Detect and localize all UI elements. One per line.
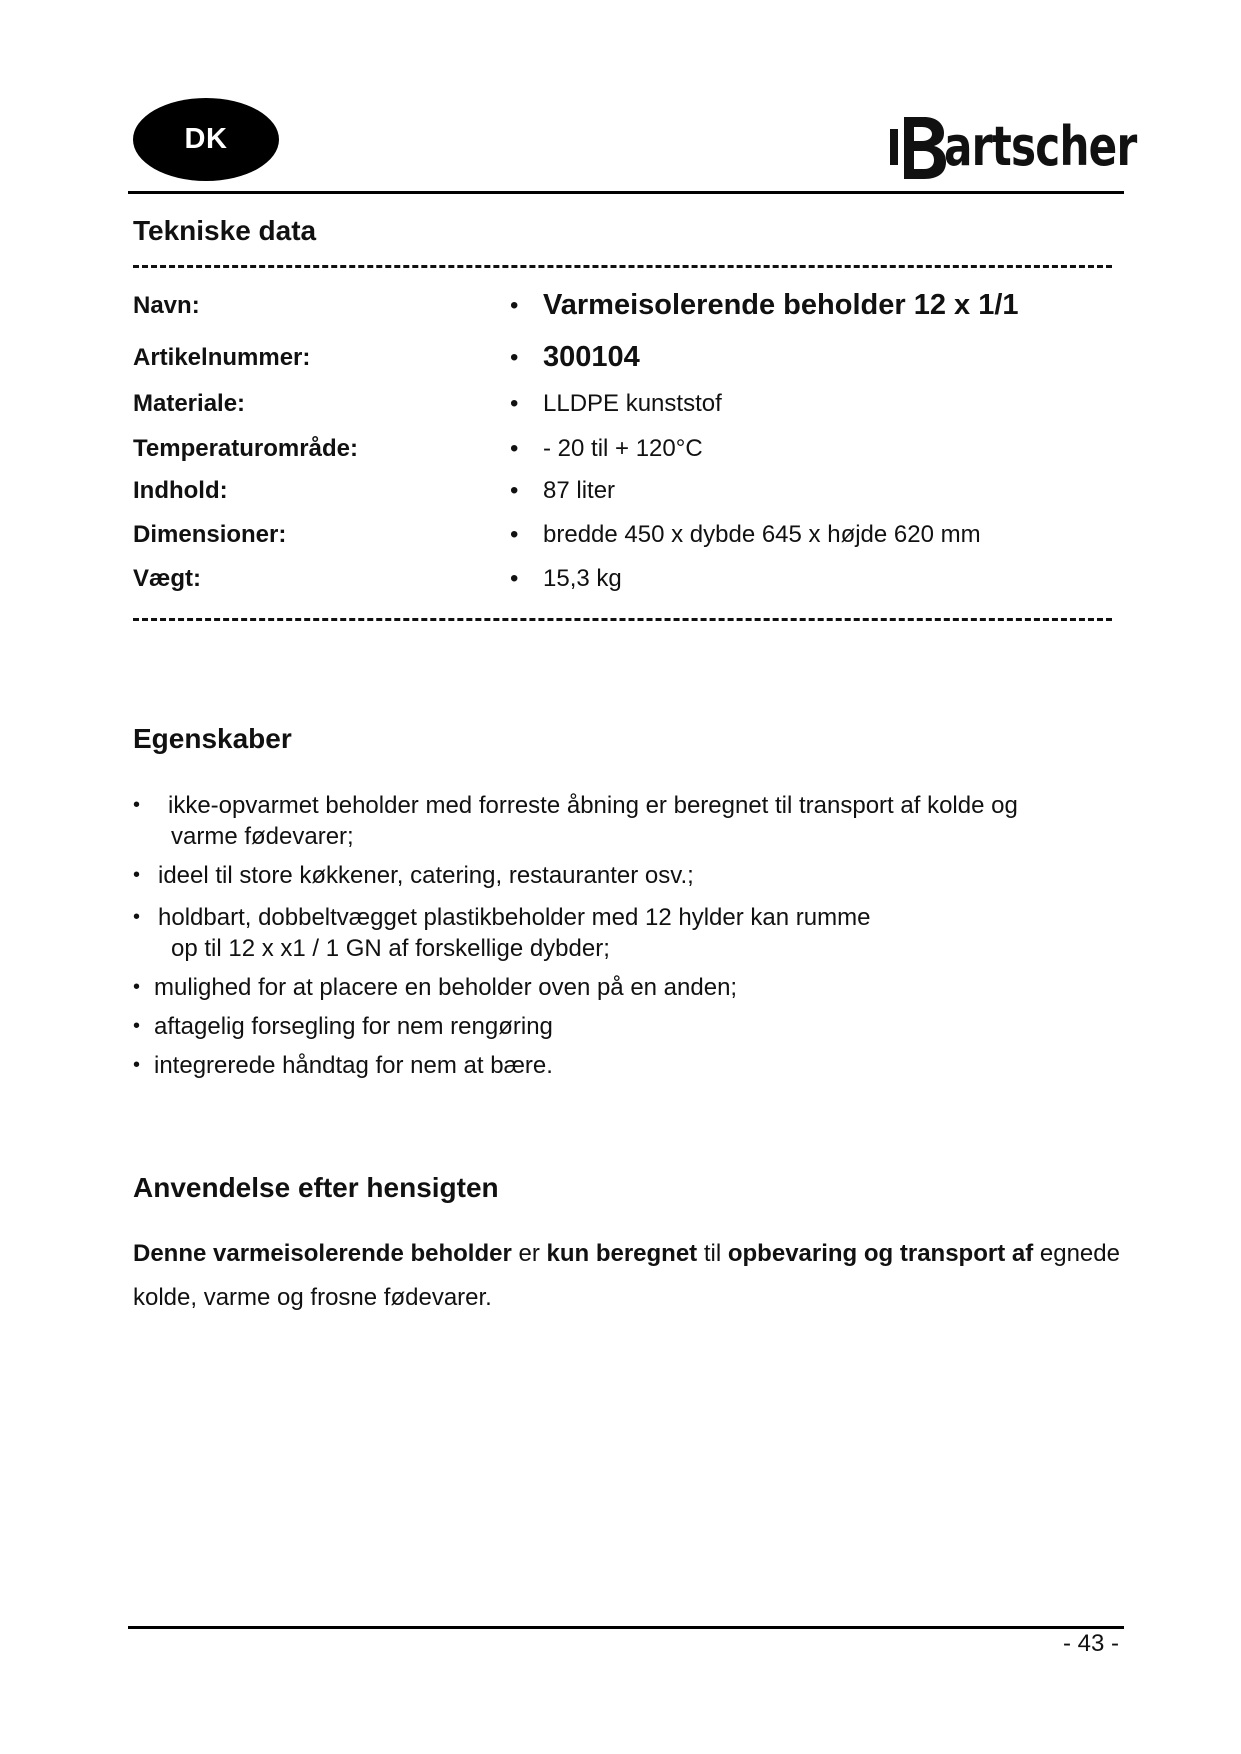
feature-bullet: • bbox=[133, 906, 141, 928]
brand-logo bbox=[888, 108, 1191, 186]
intended-use-bold-3: kun beregnet bbox=[546, 1240, 698, 1267]
feature-item bbox=[133, 972, 1093, 1003]
spec-value: 15,3 kg bbox=[543, 565, 622, 592]
intended-use-bold-5: opbevaring og transport af bbox=[727, 1240, 1034, 1267]
spec-row-temperature bbox=[133, 429, 1123, 469]
spec-value: Varmeisolerende beholder 12 x 1/1 bbox=[543, 289, 1019, 321]
feature-text-continued: op til 12 x x1 / 1 GN af forskellige dybder; bbox=[171, 935, 610, 962]
spec-bullet: • bbox=[510, 565, 519, 592]
spec-value: LLDPE kunststof bbox=[543, 390, 722, 417]
spec-row-weight bbox=[133, 559, 1123, 599]
brand-logo-mark bbox=[888, 111, 948, 183]
spec-label: Vægt: bbox=[133, 565, 201, 592]
spec-row-material bbox=[133, 384, 1123, 424]
feature-text: integrerede håndtag for nem at bære. bbox=[154, 1052, 553, 1079]
feature-text: ikke-opvarmet beholder med forreste åbning er beregnet til transport af kolde og bbox=[168, 792, 1018, 819]
spec-row-name bbox=[133, 286, 1123, 326]
feature-item bbox=[133, 902, 1093, 964]
header-divider bbox=[128, 191, 1124, 194]
spec-bullet: • bbox=[510, 390, 519, 417]
intended-use-text-4: til bbox=[697, 1240, 728, 1267]
spec-bullet: • bbox=[510, 435, 519, 462]
feature-text: ideel til store køkkener, catering, restauranter osv.; bbox=[158, 862, 694, 889]
spec-row-article-number bbox=[133, 338, 1123, 378]
spec-value: 300104 bbox=[543, 341, 640, 373]
intended-use-bold-1: Denne varmeisolerende beholder bbox=[133, 1240, 512, 1267]
spec-label: Materiale: bbox=[133, 390, 246, 417]
footer-divider bbox=[128, 1626, 1124, 1629]
dashed-divider-top bbox=[133, 265, 1112, 268]
feature-text: mulighed for at placere en beholder oven på en anden; bbox=[154, 974, 738, 1001]
spec-value: bredde 450 x dybde 645 x højde 620 mm bbox=[543, 521, 981, 548]
brand-logo-text: artscher bbox=[944, 115, 1137, 178]
spec-label: Indhold: bbox=[133, 477, 228, 504]
feature-bullet: • bbox=[133, 1015, 141, 1037]
intended-use-paragraph bbox=[133, 1232, 1123, 1320]
intended-use-heading: Anvendelse efter hensigten bbox=[133, 1172, 499, 1203]
feature-bullet: • bbox=[133, 794, 141, 816]
technical-data-heading: Tekniske data bbox=[133, 215, 317, 246]
spec-row-dimensions bbox=[133, 515, 1123, 555]
spec-bullet: • bbox=[510, 477, 519, 504]
spec-label: Navn: bbox=[133, 292, 200, 319]
feature-bullet: • bbox=[133, 864, 141, 886]
spec-row-capacity bbox=[133, 471, 1123, 511]
language-badge-label: DK bbox=[184, 123, 228, 155]
page-number: - 43 - bbox=[1062, 1630, 1119, 1657]
spec-label: Dimensioner: bbox=[133, 521, 287, 548]
intended-use-text-2: er bbox=[511, 1240, 547, 1267]
feature-item bbox=[133, 1050, 1093, 1081]
feature-item bbox=[133, 1011, 1093, 1042]
spec-bullet: • bbox=[510, 344, 519, 371]
spec-label: Artikelnummer: bbox=[133, 344, 311, 371]
spec-bullet: • bbox=[510, 292, 519, 319]
feature-text: holdbart, dobbeltvægget plastikbeholder med 12 hylder kan rumme bbox=[158, 904, 871, 931]
intended-use-text-6: egnede kolde, varme og frosne fødevarer. bbox=[133, 1240, 1120, 1311]
feature-item bbox=[133, 860, 1093, 891]
language-badge bbox=[133, 98, 279, 181]
spec-value: - 20 til + 120°C bbox=[543, 435, 703, 462]
feature-bullet: • bbox=[133, 1054, 141, 1076]
dashed-divider-bottom bbox=[133, 618, 1112, 621]
feature-item bbox=[133, 790, 1093, 852]
feature-text-continued: varme fødevarer; bbox=[171, 823, 354, 850]
spec-label: Temperaturområde: bbox=[133, 435, 358, 462]
feature-text: aftagelig forsegling for nem rengøring bbox=[154, 1013, 553, 1040]
feature-bullet: • bbox=[133, 976, 141, 998]
spec-value: 87 liter bbox=[543, 477, 616, 504]
spec-bullet: • bbox=[510, 521, 519, 548]
features-heading: Egenskaber bbox=[133, 723, 292, 754]
